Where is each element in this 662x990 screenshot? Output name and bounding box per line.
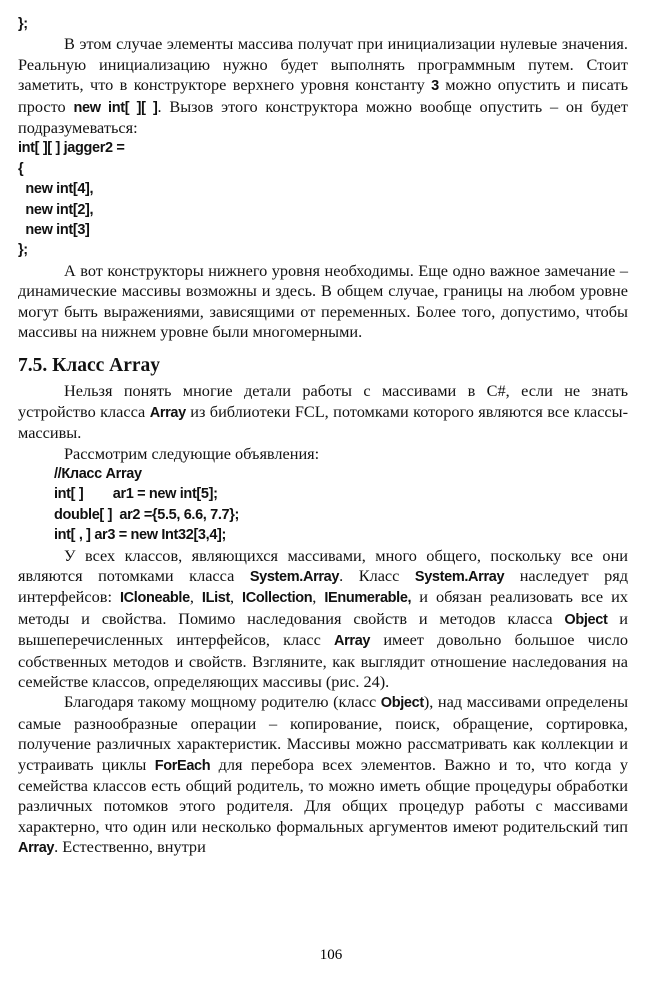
text-run: , xyxy=(189,587,202,607)
paragraph-1 xyxy=(18,34,628,138)
section-heading: 7.5. Класс Array xyxy=(18,355,161,377)
inline-code: IEnumerable, xyxy=(324,590,412,607)
code-block-declarations xyxy=(18,464,628,546)
inline-code: 3 xyxy=(431,78,439,95)
inline-code: Object xyxy=(564,611,608,628)
paragraph-6 xyxy=(18,692,628,858)
text-run: имеет довольно большое число собственных методов и свойств. Взгляните, как выглядит отношение наследования на семействе классов, определяющих массивы (рис. 24). xyxy=(18,630,628,692)
text-run: , xyxy=(312,587,325,607)
text-run: можно опустить и писать просто xyxy=(18,75,629,116)
text-run: У всех классов, являющихся массивами, много общего, поскольку все они являются потомками класса xyxy=(18,545,628,585)
text-run: из библиотеки FCL, потомками которого являются все классы-массивы. xyxy=(18,401,629,443)
code-line: }; xyxy=(18,242,28,259)
code-line: int[ ][ ] jagger2 = xyxy=(18,140,125,157)
inline-code: ICollection xyxy=(242,590,313,607)
text-run: и обязан реализовать все их методы и свойства. Помимо наследования свойств и методов класса xyxy=(18,587,629,628)
text-run: . Вызов этого конструктора можно вообще опустить – он будет подразумеваться: xyxy=(18,96,628,138)
text-run: наследует ряд интерфейсов: xyxy=(18,565,628,607)
text-run: . Естественно, внутри xyxy=(54,837,206,857)
code-line: new int[4], xyxy=(18,181,94,198)
code-line: //Класс Array xyxy=(54,466,142,483)
text-run: , xyxy=(229,587,243,607)
inline-code: Array xyxy=(334,633,371,650)
code-line: int[ , ] ar3 = new Int32[3,4]; xyxy=(54,527,226,544)
inline-code: Array xyxy=(18,840,55,857)
inline-code: IList xyxy=(201,590,230,607)
text-run: для перебора всех элементов. Важно и то, что когда у семейства классов есть общий родитель, то можно иметь общие процедуры обработки различных потомков этого родителя. Для общих процедур работы с массивами характерно, что один или несколько формальных аргументов имеют родительский тип xyxy=(18,754,629,836)
code-line: { xyxy=(18,160,24,177)
text-run: . Класс xyxy=(339,565,415,585)
inline-code: ForEach xyxy=(154,757,211,774)
inline-code: new int[ ][ ] xyxy=(73,99,158,116)
text-run: ), над массивами определены самые разнообразные операции – копирование, поиск, обращение, сортировка, получение различных характеристик. Массивы можно рассматривать как коллекции и устраивать циклы xyxy=(18,692,629,774)
paragraph-3 xyxy=(18,381,628,443)
inline-code: System.Array xyxy=(414,568,505,585)
paragraph-4: Рассмотрим следующие объявления: xyxy=(64,443,320,463)
text-run: Нельзя понять многие детали работы с массивами в C#, если не знать устройство класса xyxy=(18,381,628,421)
page-content xyxy=(18,14,628,859)
text-run: Благодаря такому мощному родителю (класс xyxy=(64,692,381,712)
code-line: new int[2], xyxy=(18,201,94,218)
inline-code: Object xyxy=(380,695,424,712)
paragraph-2: А вот конструкторы нижнего уровня необходимы. Еще одно важное замечание – динамические массивы возможны и здесь. В общем случае, границы на любом уровне могут быть выражениями, зависящими от переменных. Более того, допустимо, чтобы массивы на нижнем уровне были многомерными. xyxy=(18,260,628,341)
code-block-jagger2 xyxy=(18,138,628,260)
inline-code: System.Array xyxy=(249,568,340,585)
code-line: int[ ] ar1 = new int[5]; xyxy=(54,486,218,503)
inline-code: Array xyxy=(149,404,186,421)
code-closing-brace xyxy=(18,14,628,34)
page-number: 106 xyxy=(319,947,343,963)
code-line: double[ ] ar2 ={5.5, 6.6, 7.7}; xyxy=(54,506,240,523)
code-line: }; xyxy=(18,16,28,32)
paragraph-5 xyxy=(18,546,628,693)
text-run: В этом случае элементы массива получат при инициализации нулевые значения. Реальную инициализацию нужно будет выполнять программным путем. Стоит заметить, что в конструкторе верхнего уровня константу xyxy=(18,34,628,95)
inline-code: ICloneable xyxy=(119,590,190,607)
code-line: new int[3] xyxy=(18,221,90,238)
text-run: и вышеперечисленных интерфейсов, класс xyxy=(18,608,628,650)
